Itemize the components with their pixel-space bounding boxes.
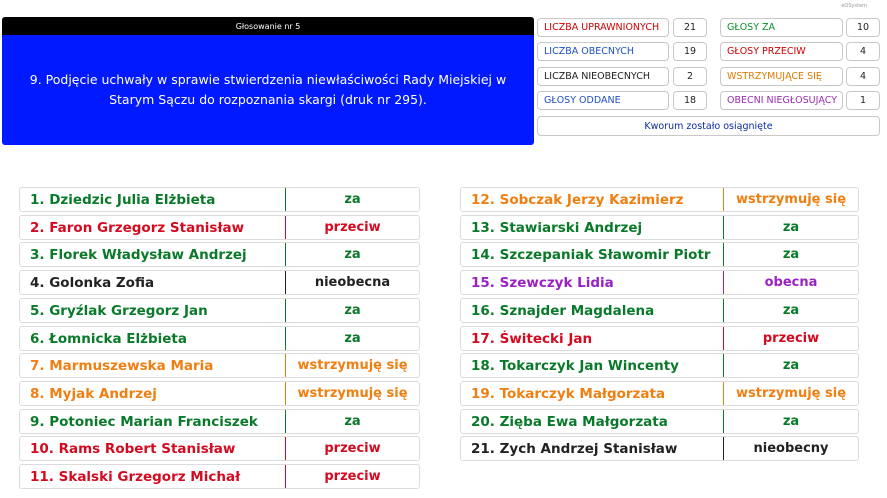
councillor-name: 2. Faron Grzegorz Stanisław <box>30 219 245 236</box>
vote-row <box>460 270 859 295</box>
councillor-name: 4. Golonka Zofia <box>30 274 155 291</box>
brand-label: eOSystem <box>841 3 867 9</box>
stat-value: 2 <box>673 67 707 86</box>
stat-label: LICZBA OBECNYCH <box>537 42 669 61</box>
vote-value: za <box>285 188 419 211</box>
councillor-name: 14. Szczepaniak Sławomir Piotr <box>471 246 711 263</box>
vote-value: za <box>285 410 419 433</box>
stat-label: LICZBA UPRAWNIONYCH <box>537 18 669 37</box>
stat-label: LICZBA NIEOBECNYCH <box>537 67 669 86</box>
stat-value: 10 <box>846 18 880 37</box>
vote-row <box>19 409 420 434</box>
vote-row <box>19 326 420 351</box>
stat-value: 19 <box>673 42 707 61</box>
stat-label: GŁOSY PRZECIW <box>720 42 843 61</box>
councillor-name: 3. Florek Władysław Andrzej <box>30 246 247 263</box>
councillor-name: 18. Tokarczyk Jan Wincenty <box>471 357 679 374</box>
stat-value: 1 <box>846 91 880 110</box>
vote-value: za <box>285 327 419 350</box>
vote-row <box>19 270 420 295</box>
vote-value: nieobecna <box>285 271 419 294</box>
councillor-name: 13. Stawiarski Andrzej <box>471 219 643 236</box>
vote-value: za <box>723 410 858 433</box>
councillor-name: 1. Dziedzic Julia Elżbieta <box>30 191 216 208</box>
vote-title: Głosowanie nr 5 <box>2 17 534 35</box>
councillor-name: 9. Potoniec Marian Franciszek <box>30 413 258 430</box>
councillor-name: 20. Zięba Ewa Małgorzata <box>471 413 668 430</box>
vote-row <box>460 436 859 461</box>
vote-row <box>460 409 859 434</box>
stat-label: GŁOSY ODDANE <box>537 91 669 110</box>
stat-value: 18 <box>673 91 707 110</box>
motion-text: 9. Podjęcie uchwały w sprawie stwierdzenia niewłaściwości Rady Miejskiej w Starym Sączu do rozpoznania skargi (druk nr 295). <box>2 35 534 145</box>
vote-row <box>460 187 859 212</box>
councillor-name: 10. Rams Robert Stanisław <box>30 440 236 457</box>
stat-value: 21 <box>673 18 707 37</box>
vote-value: za <box>285 243 419 266</box>
councillor-name: 16. Sznajder Magdalena <box>471 302 655 319</box>
vote-value: obecna <box>723 271 858 294</box>
vote-value: za <box>723 354 858 377</box>
vote-value: za <box>723 216 858 239</box>
vote-value: przeciw <box>285 216 419 239</box>
stat-value: 4 <box>846 67 880 86</box>
councillor-name: 19. Tokarczyk Małgorzata <box>471 385 666 402</box>
vote-row <box>460 381 859 406</box>
vote-value: przeciw <box>723 327 858 350</box>
vote-row <box>19 242 420 267</box>
quorum-status: Kworum zostało osiągnięte <box>537 116 880 136</box>
vote-value: za <box>723 243 858 266</box>
vote-row <box>460 215 859 240</box>
vote-value: przeciw <box>285 437 419 460</box>
vote-row <box>460 298 859 323</box>
vote-row <box>460 326 859 351</box>
councillor-name: 11. Skalski Grzegorz Michał <box>30 468 241 485</box>
councillor-name: 15. Szewczyk Lidia <box>471 274 614 291</box>
stat-label: OBECNI NIEGŁOSUJĄCY <box>720 91 843 110</box>
vote-row <box>460 242 859 267</box>
vote-row <box>19 187 420 212</box>
stat-label: WSTRZYMUJĄCE SIĘ <box>720 67 843 86</box>
councillor-name: 8. Myjak Andrzej <box>30 385 157 402</box>
vote-value: nieobecny <box>723 437 858 460</box>
councillor-name: 5. Gryźlak Grzegorz Jan <box>30 302 208 319</box>
vote-value: przeciw <box>285 465 419 488</box>
councillor-name: 12. Sobczak Jerzy Kazimierz <box>471 191 684 208</box>
vote-row <box>460 353 859 378</box>
councillor-name: 7. Marmuszewska Maria <box>30 357 214 374</box>
vote-value: wstrzymuję się <box>723 188 858 211</box>
vote-row <box>19 215 420 240</box>
stat-label: GŁOSY ZA <box>720 18 843 37</box>
vote-row <box>19 381 420 406</box>
vote-row <box>19 436 420 461</box>
vote-value: wstrzymuję się <box>285 354 419 377</box>
councillor-name: 6. Łomnicka Elżbieta <box>30 330 187 347</box>
vote-value: za <box>285 299 419 322</box>
stat-value: 4 <box>846 42 880 61</box>
councillor-name: 17. Świtecki Jan <box>471 330 593 347</box>
vote-row <box>19 298 420 323</box>
vote-value: wstrzymuję się <box>285 382 419 405</box>
vote-row <box>19 353 420 378</box>
vote-row <box>19 464 420 489</box>
councillor-name: 21. Zych Andrzej Stanisław <box>471 440 678 457</box>
vote-value: wstrzymuję się <box>723 382 858 405</box>
vote-value: za <box>723 299 858 322</box>
